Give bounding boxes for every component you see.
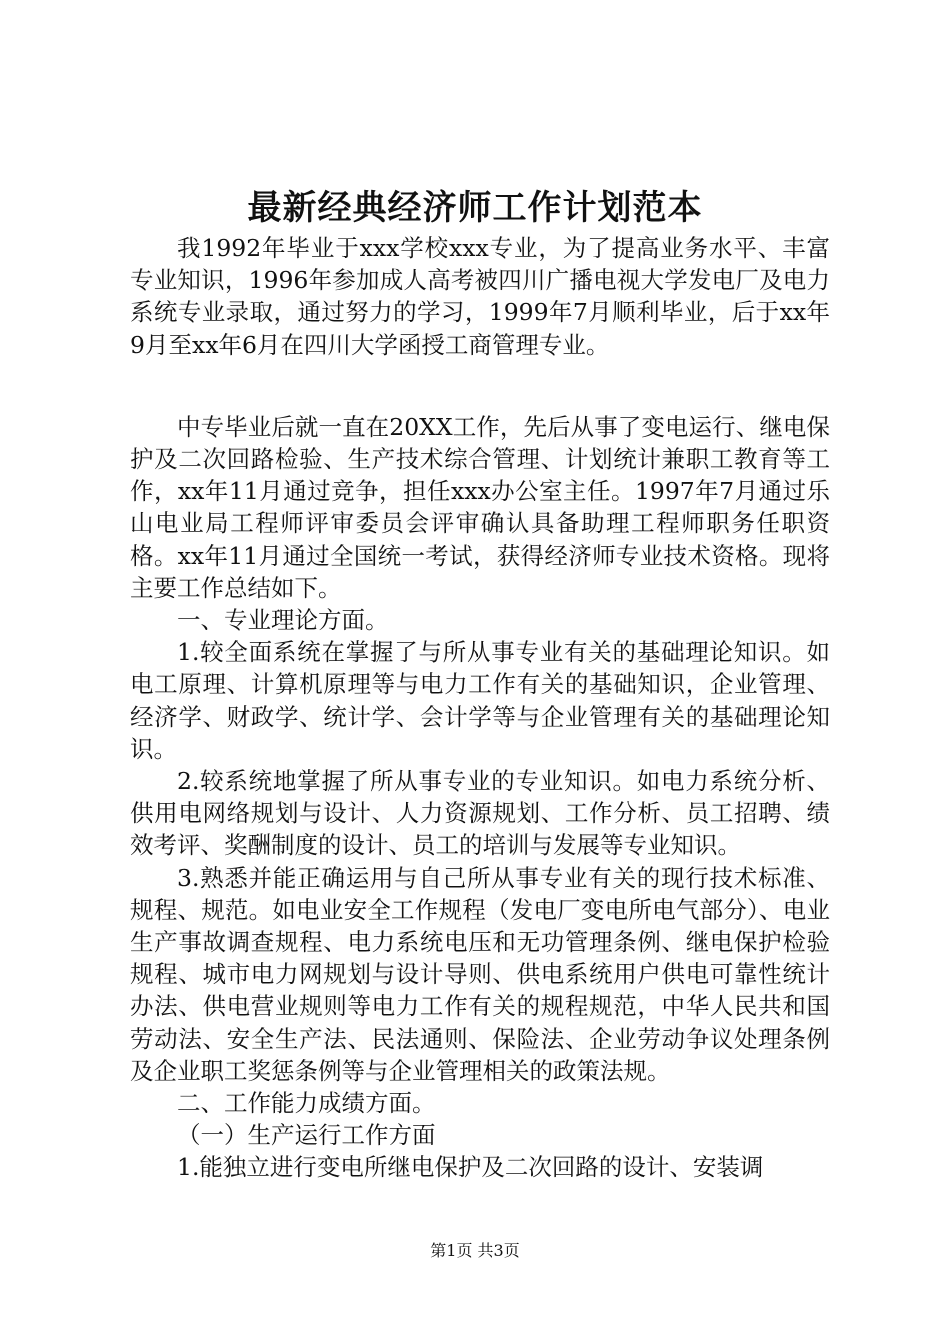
- paragraph-theory-1: 1.较全面系统在掌握了与所从事专业有关的基础理论知识。如电工原理、计算机原理等与电力工作有关的基础知识，企业管理、经济学、财政学、统计学、会计学等与企业管理有关的基础理论知识。: [130, 638, 830, 763]
- paragraph-work-history: 中专毕业后就一直在20XX工作，先后从事了变电运行、继电保护及二次回路检验、生产技术综合管理、计划统计兼职工教育等工作，xx年11月通过竞争，担任xxx办公室主任。1997年7月通过乐山电业局工程师评审委员会评审确认具备助理工程师职务任职资格。xx年11月通过全国统一考试，获得经济师专业技术资格。现将主要工作总结如下。: [130, 412, 830, 602]
- document-title: 最新经典经济师工作计划范本: [247, 188, 703, 228]
- section-heading-ability: 二、工作能力成绩方面。: [177, 1089, 436, 1118]
- paragraph-spacer: [130, 361, 830, 411]
- paragraph-education: 我1992年毕业于xxx学校xxx专业，为了提高业务水平、丰富专业知识，1996年参加成人高考被四川广播电视大学发电厂及电力系统专业录取，通过努力的学习，1999年7月顺利毕业，后于xx年9月至xx年6月在四川大学函授工商管理专业。: [130, 234, 830, 359]
- subsection-heading-operation: （一）生产运行工作方面: [177, 1121, 436, 1150]
- section-heading-theory: 一、专业理论方面。: [177, 606, 389, 635]
- document-body: [130, 232, 830, 1184]
- paragraph-theory-2: 2.较系统地掌握了所从事专业的专业知识。如电力系统分析、供用电网络规划与设计、人力资源规划、工作分析、员工招聘、绩效考评、奖酬制度的设计、员工的培训与发展等专业知识。: [130, 767, 830, 860]
- page-footer: 第1页 共3页: [430, 1241, 520, 1260]
- paragraph-theory-3: 3.熟悉并能正确运用与自己所从事专业有关的现行技术标准、规程、规范。如电业安全工作规程（发电厂变电所电气部分）、电业生产事故调查规程、电力系统电压和无功管理条例、继电保护检验规程、城市电力网规划与设计导则、供电系统用户供电可靠性统计办法、供电营业规则等电力工作有关的规程规范，中华人民共和国劳动法、安全生产法、民法通则、保险法、企业劳动争议处理条例及企业职工奖惩条例等与企业管理相关的政策法规。: [130, 863, 830, 1085]
- paragraph-operation-1: 1.能独立进行变电所继电保护及二次回路的设计、安装调: [177, 1153, 764, 1182]
